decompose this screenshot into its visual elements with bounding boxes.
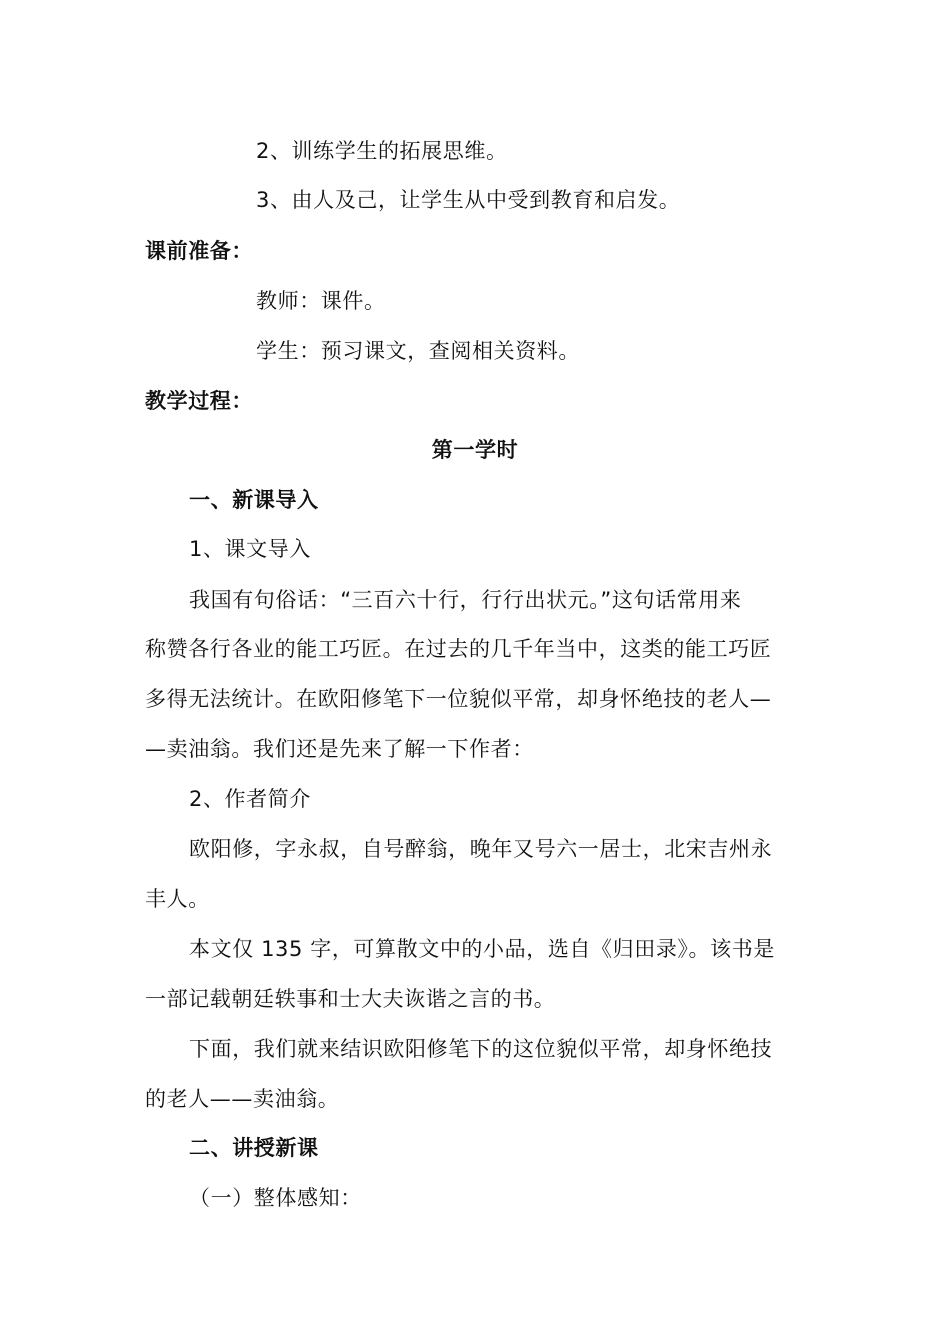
author-line-2: 丰人。 <box>145 887 210 911</box>
prep-student: 学生：预习课文，查阅相关资料。 <box>256 339 580 363</box>
intro-line-4: —卖油翁。我们还是先来了解一下作者： <box>145 737 534 761</box>
transition-line-2: 的老人——卖油翁。 <box>145 1087 340 1111</box>
transition-line-1: 下面，我们就来结识欧阳修笔下的这位貌似平常，却身怀绝技 <box>189 1037 773 1061</box>
prep-heading: 课前准备： <box>145 239 253 263</box>
text-line-1: 本文仅 135 字，可算散文中的小品，选自《归田录》。该书是 <box>189 937 775 961</box>
intro-line-2: 称赞各行各业的能工巧匠。在过去的几千年当中，这类的能工巧匠 <box>145 637 772 661</box>
intro-line-1: 我国有句俗话：“三百六十行，行行出状元。”这句话常用来 <box>189 588 742 612</box>
intro-line-3: 多得无法统计。在欧阳修笔下一位貌似平常，却身怀绝技的老人— <box>145 687 772 711</box>
section1-heading: 一、新课导入 <box>189 488 319 512</box>
objective-3: 3、由人及己，让学生从中受到教育和启发。 <box>256 188 681 212</box>
section1-sub1: 1、课文导入 <box>189 537 311 561</box>
prep-teacher: 教师：课件。 <box>256 289 386 313</box>
section2-heading: 二、讲授新课 <box>189 1136 319 1160</box>
text-line-2: 一部记载朝廷轶事和士大夫诙谐之言的书。 <box>145 987 556 1011</box>
author-line-1: 欧阳修，字永叔，自号醉翁，晚年又号六一居士，北宋吉州永 <box>189 837 773 861</box>
session-title: 第一学时 <box>431 438 519 462</box>
section2-sub1: （一）整体感知： <box>189 1186 362 1210</box>
process-heading: 教学过程： <box>145 389 253 413</box>
section1-sub2: 2、作者简介 <box>189 787 311 811</box>
objective-2: 2、训练学生的拓展思维。 <box>256 139 508 163</box>
